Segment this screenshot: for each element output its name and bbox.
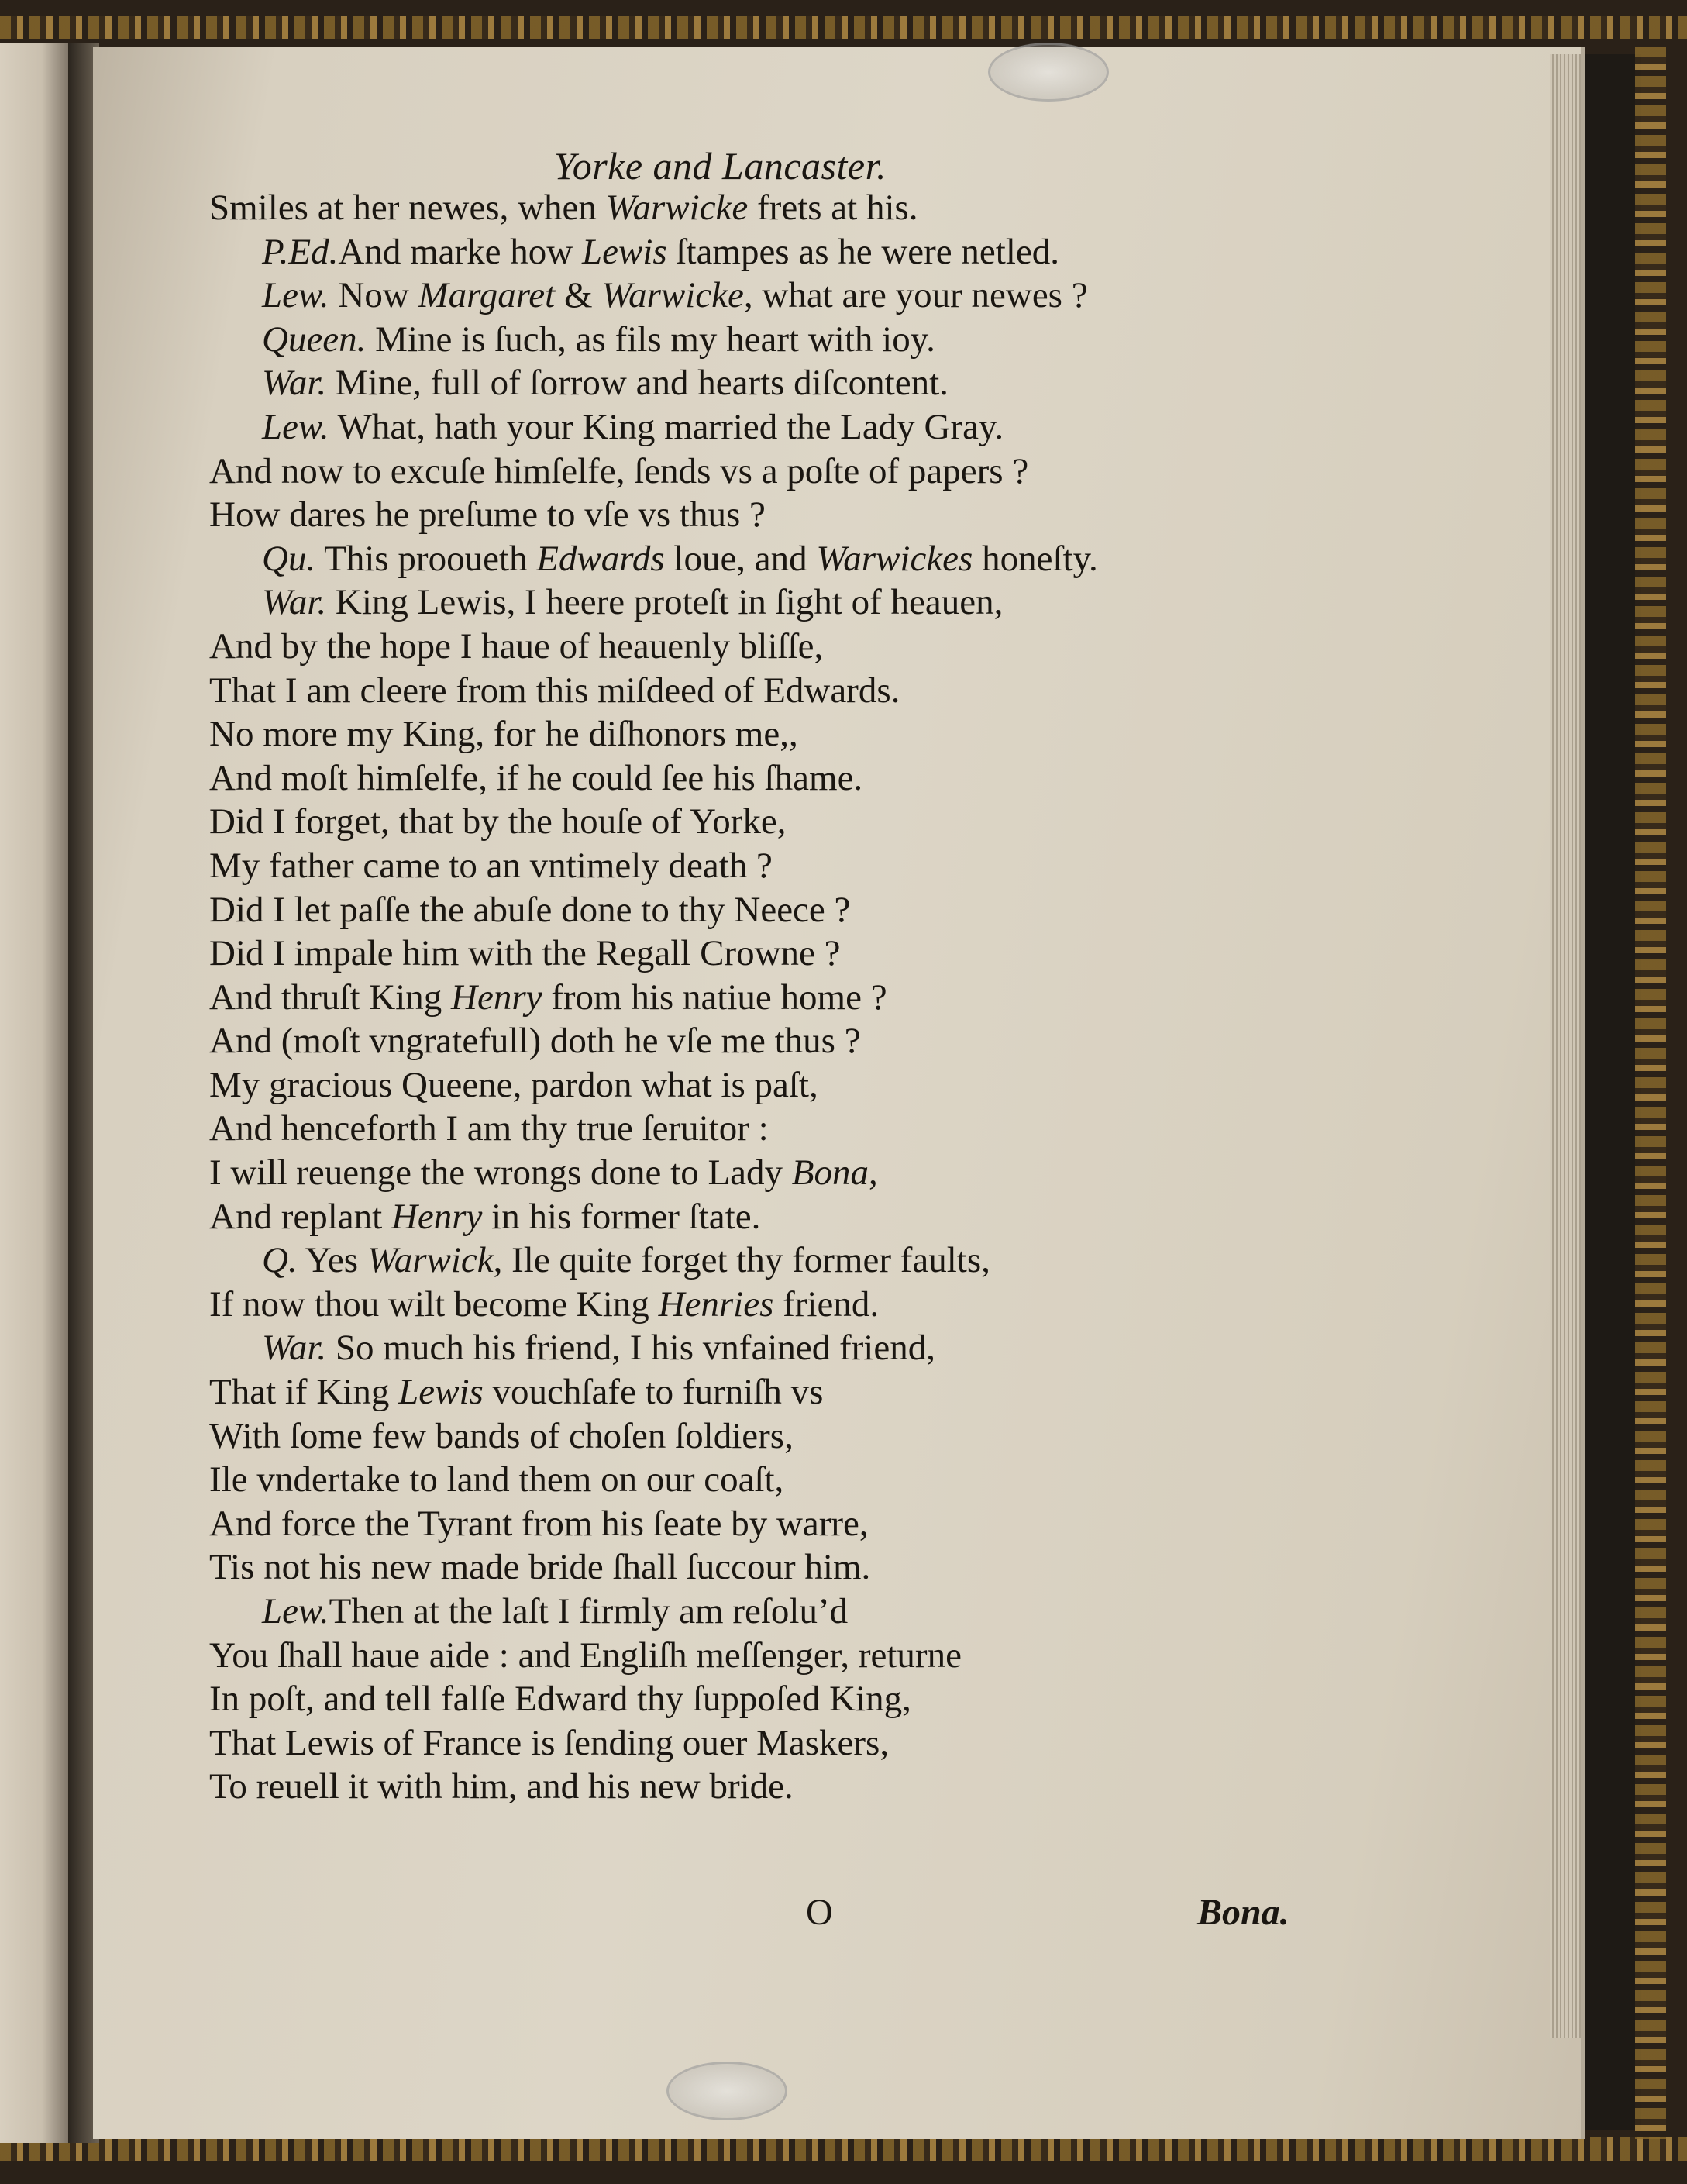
- text-span: And by the hope I haue of heauenly bliſſe,: [209, 625, 824, 667]
- text-line: [209, 1238, 1240, 1283]
- italic-span: War.: [262, 363, 327, 404]
- text-span: My gracious Queene, pardon what is paſt,: [209, 1064, 818, 1105]
- text-span: And moſt himſelfe, if he could ſee his ſhame.: [209, 757, 863, 798]
- italic-span: War.: [262, 582, 327, 623]
- text-span: Now: [329, 275, 418, 316]
- text-span: This prooueth: [315, 538, 537, 579]
- text-line: [209, 1634, 1240, 1678]
- text-span: friend.: [773, 1283, 880, 1325]
- text-span: in his former ſtate.: [482, 1196, 761, 1237]
- italic-span: Lew.: [262, 406, 329, 447]
- text-line: [209, 1283, 1240, 1327]
- text-span: And now to excuſe himſelfe, ſends vs a poſte of papers ?: [209, 450, 1029, 491]
- text-line: [209, 1414, 1240, 1459]
- text-span: And henceforth I am thy true ſeruitor :: [209, 1108, 769, 1149]
- italic-span: Warwicke: [605, 188, 749, 228]
- text-span: vouchſafe to furniſh vs: [483, 1372, 824, 1413]
- text-span: No more my King, for he diſhonors me,,: [209, 714, 798, 755]
- italic-span: Warwicke: [601, 275, 744, 316]
- text-span: My father came to an vntimely death ?: [209, 845, 773, 886]
- text-line: [209, 1502, 1240, 1546]
- text-line: [209, 756, 1240, 801]
- text-line: [209, 1107, 1240, 1151]
- italic-span: War.: [262, 1328, 327, 1369]
- text-line: [209, 537, 1240, 581]
- text-span: King Lewis, I heere proteſt in ſight of heauen,: [326, 582, 1004, 623]
- facing-page-edge: [0, 43, 70, 2143]
- page-edges: [1550, 54, 1581, 2038]
- text-span: And marke how: [338, 231, 582, 272]
- text-span: from his natiue home ?: [542, 977, 887, 1018]
- text-span: That if King: [209, 1372, 399, 1413]
- text-span: That Lewis of France is ſending ouer Maskers,: [209, 1722, 890, 1763]
- text-span: And replant: [209, 1196, 391, 1237]
- text-line: [209, 1151, 1240, 1195]
- text-line: [209, 1765, 1240, 1809]
- text-span: How dares he preſume to vſe vs thus ?: [209, 494, 766, 536]
- text-line: [209, 1458, 1240, 1502]
- italic-span: P.Ed.: [262, 231, 339, 272]
- text-span: I will reuenge the wrongs done to Lady: [209, 1152, 792, 1194]
- text-line: [209, 1019, 1240, 1063]
- text-span: Mine, full of ſorrow and hearts diſcontent.: [326, 363, 949, 404]
- text-line: [209, 1063, 1240, 1108]
- text-span: Mine is ſuch, as fils my heart with ioy.: [366, 319, 935, 360]
- italic-span: Q.: [262, 1240, 298, 1281]
- text-line: [209, 712, 1240, 756]
- italic-span: Edwards: [536, 538, 665, 579]
- text-line: [209, 1545, 1240, 1590]
- text-span: loue, and: [664, 538, 817, 579]
- text-span: Yes: [297, 1240, 367, 1281]
- italic-span: Henry: [451, 977, 542, 1018]
- text-span: Smiles at her newes, when: [209, 188, 606, 228]
- italic-span: Henry: [391, 1196, 483, 1237]
- text-span: So much his friend, I his vnfained friend,: [326, 1328, 935, 1369]
- text-span: , Ile quite forget thy former faults,: [493, 1240, 990, 1281]
- text-span: With ſome few bands of choſen ſoldiers,: [209, 1415, 794, 1456]
- italic-span: Lewis: [398, 1372, 484, 1413]
- signature-mark: O: [806, 1892, 833, 1933]
- text-line: [209, 186, 1240, 230]
- italic-span: Henries: [658, 1283, 774, 1325]
- text-line: [209, 450, 1240, 494]
- italic-span: Qu.: [262, 538, 316, 579]
- text-span: That I am cleere from this miſdeed of Edwards.: [209, 670, 900, 711]
- italic-span: Warwickes: [816, 538, 973, 579]
- text-line: [209, 230, 1240, 274]
- text-span: If now thou wilt become King: [209, 1283, 659, 1325]
- text-line: [209, 1721, 1240, 1765]
- italic-span: Lew.: [262, 275, 329, 316]
- gilt-border-bottom: [0, 2137, 1687, 2161]
- page-text: [209, 186, 1240, 1809]
- text-line: [209, 1326, 1240, 1370]
- text-line: [209, 932, 1240, 976]
- text-span: Did I forget, that by the houſe of Yorke,: [209, 801, 787, 842]
- text-span: And force the Tyrant from his ſeate by warre,: [209, 1503, 869, 1544]
- text-span: &: [555, 275, 602, 316]
- text-line: [209, 888, 1240, 932]
- gilt-border-right: [1635, 47, 1666, 2139]
- text-line: [209, 800, 1240, 844]
- text-line: [209, 1677, 1240, 1721]
- text-span: Did I let paſſe the abuſe done to thy Neece ?: [209, 889, 851, 930]
- text-line: [209, 318, 1240, 362]
- text-span: frets at his.: [748, 188, 918, 228]
- text-line: [209, 405, 1240, 450]
- italic-span: Bona: [791, 1152, 869, 1194]
- text-line: [209, 361, 1240, 405]
- text-line: [209, 669, 1240, 713]
- text-span: ,: [869, 1152, 878, 1194]
- text-span: And thruſt King: [209, 977, 452, 1018]
- text-line: [209, 274, 1240, 318]
- text-span: , what are your newes ?: [743, 275, 1088, 316]
- text-span: To reuell it with him, and his new bride.: [209, 1766, 794, 1807]
- text-span: You ſhall haue aide : and Engliſh meſſenger, returne: [209, 1635, 962, 1676]
- text-line: [209, 1195, 1240, 1239]
- text-span: Then at the laſt I firmly am reſolu’d: [329, 1591, 849, 1631]
- catchword: Bona.: [1197, 1892, 1289, 1933]
- page-clip-bottom: [666, 2062, 787, 2120]
- text-line: [209, 493, 1240, 537]
- italic-span: Lewis: [581, 231, 667, 272]
- text-span: In poſt, and tell falſe Edward thy ſuppoſed King,: [209, 1679, 911, 1720]
- running-head: Yorke and Lancaster.: [554, 144, 887, 188]
- text-span: ſtampes as he were netled.: [666, 231, 1060, 272]
- italic-span: Margaret: [418, 275, 556, 316]
- text-line: [209, 625, 1240, 669]
- gilt-border-top: [0, 16, 1687, 39]
- text-line: [209, 1370, 1240, 1414]
- text-span: honeſty.: [973, 538, 1098, 579]
- text-span: Did I impale him with the Regall Crowne ?: [209, 933, 841, 974]
- text-span: Tis not his new made bride ſhall ſuccour him.: [209, 1547, 871, 1588]
- italic-span: Queen.: [262, 319, 367, 360]
- text-span: Ile vndertake to land them on our coaſt,: [209, 1459, 784, 1500]
- text-span: What, hath your King married the Lady Gray.: [329, 406, 1004, 447]
- text-line: [209, 1590, 1240, 1634]
- italic-span: Warwick: [367, 1240, 494, 1281]
- text-line: [209, 844, 1240, 888]
- text-line: [209, 580, 1240, 625]
- text-line: [209, 976, 1240, 1020]
- italic-span: Lew.: [262, 1591, 329, 1631]
- page-clip-top: [988, 43, 1109, 102]
- text-span: And (moſt vngratefull) doth he vſe me thus ?: [209, 1021, 861, 1062]
